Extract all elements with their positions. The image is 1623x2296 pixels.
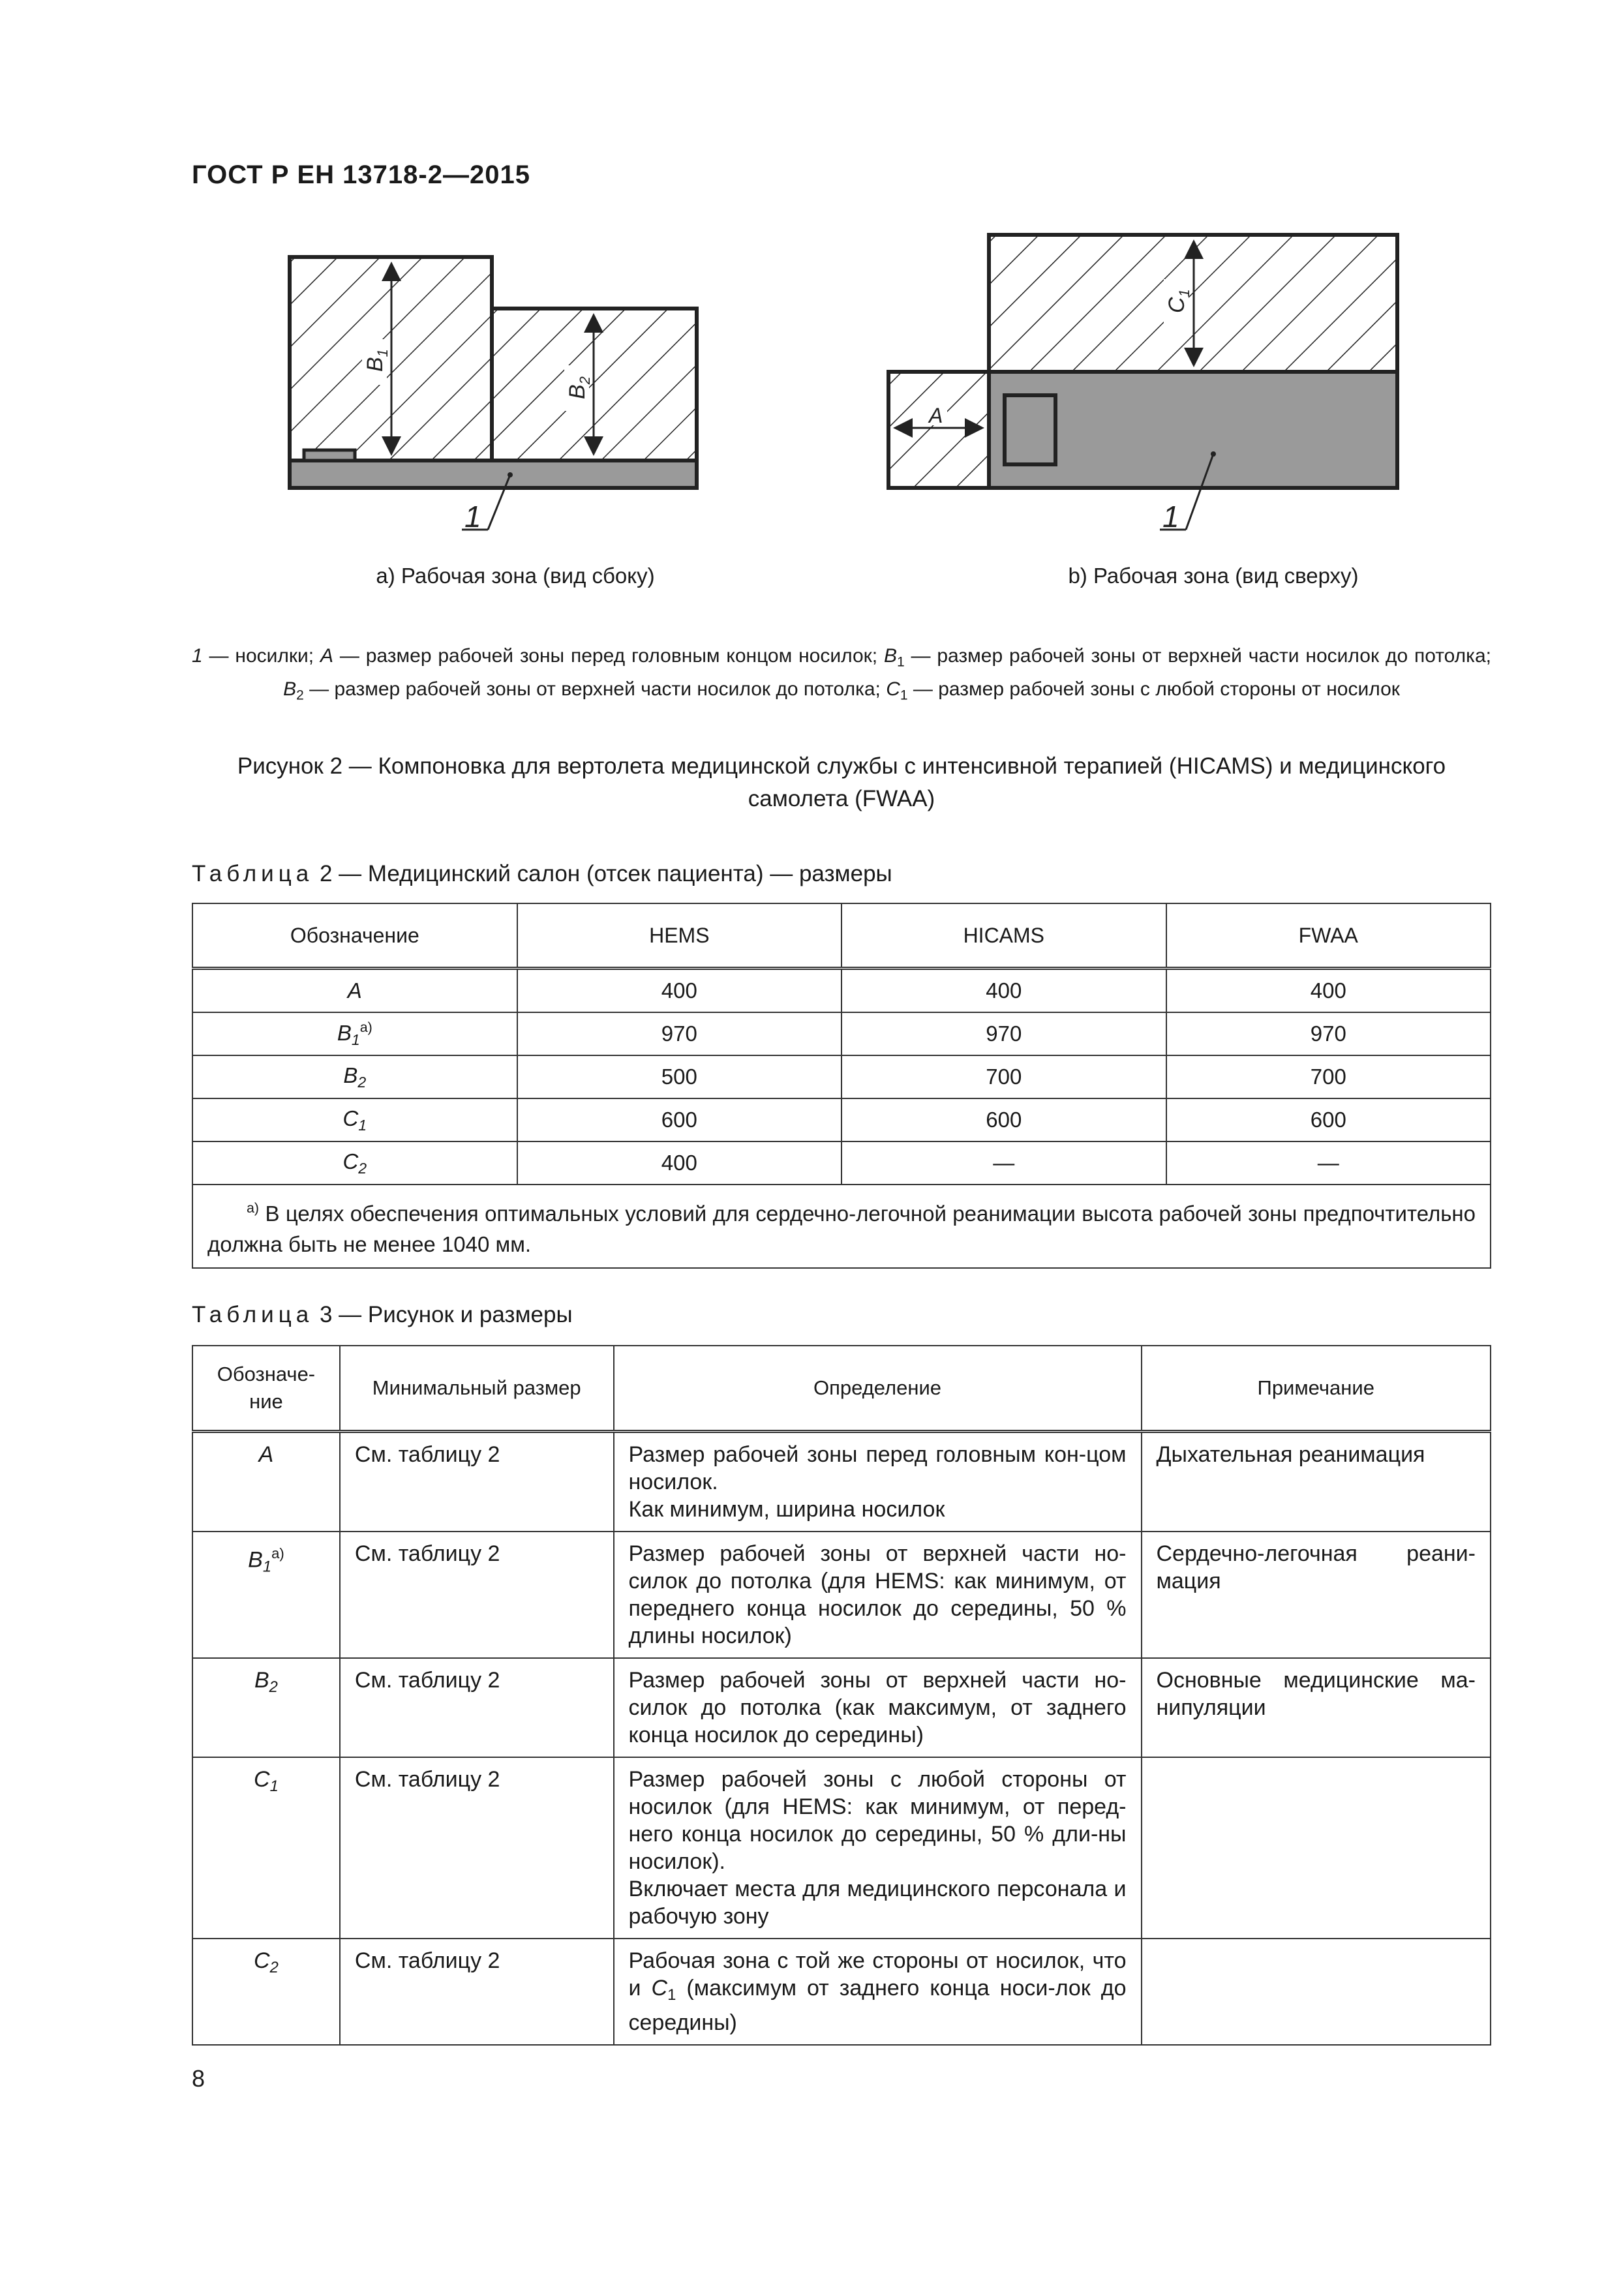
a-label: A — [929, 404, 943, 427]
table-row — [192, 969, 1491, 1013]
symbol-cell: $C_1$ — [192, 1757, 340, 1939]
value-cell: 600 — [1166, 1098, 1491, 1141]
definition-cell: Размер рабочей зоны с любой стороны от носилок (для HEMS: как минимум, от перед-него конца носилок до середины, 50 % дли-ны носилок). Включает места для медицинского персонала и рабочую зону — [614, 1757, 1142, 1939]
column-header: Обозначение — [192, 903, 517, 969]
value-cell: 970 — [1166, 1012, 1491, 1055]
column-header: Примечание — [1142, 1346, 1491, 1432]
value-cell: 600 — [517, 1098, 842, 1141]
item-1-label-a: 1 — [464, 500, 481, 534]
table-row — [192, 1939, 1491, 2045]
top-view-diagram — [888, 235, 1397, 534]
table-header-row — [192, 1346, 1491, 1432]
caption-top-view: b) Рабочая зона (вид сверху) — [1068, 564, 1359, 588]
value-cell: 500 — [517, 1055, 842, 1098]
symbol-cell: $C_1$ — [192, 1098, 517, 1141]
column-header: FWAA — [1166, 903, 1491, 969]
value-cell: 400 — [517, 1141, 842, 1185]
stretcher-side — [290, 461, 697, 488]
definition-cell: Размер рабочей зоны от верхней части но-силок до потолка (для HEMS: как минимум, от переднего конца носилок до середины, 50 % длины носилок) — [614, 1532, 1142, 1658]
table-2 — [192, 903, 1491, 1269]
column-header: Минимальный размер — [340, 1346, 614, 1432]
table-row — [192, 1098, 1491, 1141]
symbol-cell: A — [192, 1432, 340, 1532]
column-header: Обозначе-ние — [192, 1346, 340, 1432]
symbol-cell: $C_2$ — [192, 1939, 340, 2045]
min-size-cell: См. таблицу 2 — [340, 1757, 614, 1939]
table-row — [192, 1532, 1491, 1658]
note-cell: Сердечно-легочная реани-мация — [1142, 1532, 1491, 1658]
min-size-cell: См. таблицу 2 — [340, 1939, 614, 2045]
symbol-cell: $C_2$ — [192, 1141, 517, 1185]
note-cell — [1142, 1939, 1491, 2045]
table-3-caption: Таблица 3 — Рисунок и размеры — [192, 1302, 573, 1327]
column-header: Определение — [614, 1346, 1142, 1432]
definition-cell: Размер рабочей зоны от верхней части но-силок до потолка (как максимум, от заднего конца носилок до середины) — [614, 1658, 1142, 1757]
value-cell: 400 — [842, 969, 1166, 1013]
definition-cell: Размер рабочей зоны перед головным кон-цом носилок. Как минимум, ширина носилок — [614, 1432, 1142, 1532]
value-cell: 600 — [842, 1098, 1166, 1141]
table-row — [192, 1141, 1491, 1185]
symbol-cell: $B_2$ — [192, 1658, 340, 1757]
table-footnote-row — [192, 1185, 1491, 1268]
symbol-cell: $B_1^{а)}$ — [192, 1012, 517, 1055]
document-header: ГОСТ Р ЕН 13718-2—2015 — [192, 160, 530, 189]
table-row — [192, 1432, 1491, 1532]
value-cell: — — [842, 1141, 1166, 1185]
table-footnote: $^{а)}$ В целях обеспечения оптимальных условий для сердечно-легочной реанимации высота рабочей зоны предпочтительно должна быть не менее 1040 мм. — [192, 1185, 1491, 1268]
caption-side-view: a) Рабочая зона (вид сбоку) — [376, 564, 655, 588]
symbol-cell: $B_2$ — [192, 1055, 517, 1098]
figure-title: Рисунок 2 — Компоновка для вертолета медицинской службы с интенсивной терапией (HICAMS) и медицинского самолета (FWAA) — [237, 753, 1446, 811]
min-size-cell: См. таблицу 2 — [340, 1532, 614, 1658]
value-cell: — — [1166, 1141, 1491, 1185]
c1-label: $C_1$ — [1164, 289, 1192, 313]
table-3 — [192, 1345, 1491, 2046]
figure-legend: 1 — носилки; A — размер рабочей зоны перед головным концом носилок; $B_1$ — размер рабочей зоны от верхней части носилок до потолка; $B_2$ — размер рабочей зоны от верхней части носилок до потолка; $C_1$ — размер рабочей зоны с любой стороны от носилок — [192, 645, 1491, 703]
figure-2-drawing — [0, 0, 1623, 652]
page-number: 8 — [192, 2065, 205, 2092]
b1-label: $B_1$ — [363, 349, 391, 372]
table-header-row — [192, 903, 1491, 969]
value-cell: 970 — [842, 1012, 1166, 1055]
table-row — [192, 1658, 1491, 1757]
value-cell: 700 — [842, 1055, 1166, 1098]
table-2-caption: Таблица 2 — Медицинский салон (отсек пациента) — размеры — [192, 861, 892, 886]
min-size-cell: См. таблицу 2 — [340, 1658, 614, 1757]
note-cell: Основные медицинские ма-нипуляции — [1142, 1658, 1491, 1757]
column-header: HICAMS — [842, 903, 1166, 969]
definition-cell: Рабочая зона с той же стороны от носилок, что и $C_1$ (максимум от заднего конца носи-лок до середины) — [614, 1939, 1142, 2045]
table-row — [192, 1055, 1491, 1098]
min-size-cell: См. таблицу 2 — [340, 1432, 614, 1532]
zone-a-rect — [888, 372, 989, 488]
table-row — [192, 1757, 1491, 1939]
symbol-cell: $B_1^{а)}$ — [192, 1532, 340, 1658]
item-1-label-b: 1 — [1162, 500, 1179, 534]
note-cell: Дыхательная реанимация — [1142, 1432, 1491, 1532]
table-row — [192, 1012, 1491, 1055]
stretcher-head-top — [1005, 395, 1055, 464]
side-view-diagram — [290, 257, 697, 534]
b2-label: $B_2$ — [565, 376, 593, 399]
note-cell — [1142, 1757, 1491, 1939]
symbol-cell: A — [192, 969, 517, 1013]
value-cell: 400 — [1166, 969, 1491, 1013]
value-cell: 400 — [517, 969, 842, 1013]
column-header: HEMS — [517, 903, 842, 969]
stretcher-head — [304, 450, 355, 461]
value-cell: 970 — [517, 1012, 842, 1055]
value-cell: 700 — [1166, 1055, 1491, 1098]
